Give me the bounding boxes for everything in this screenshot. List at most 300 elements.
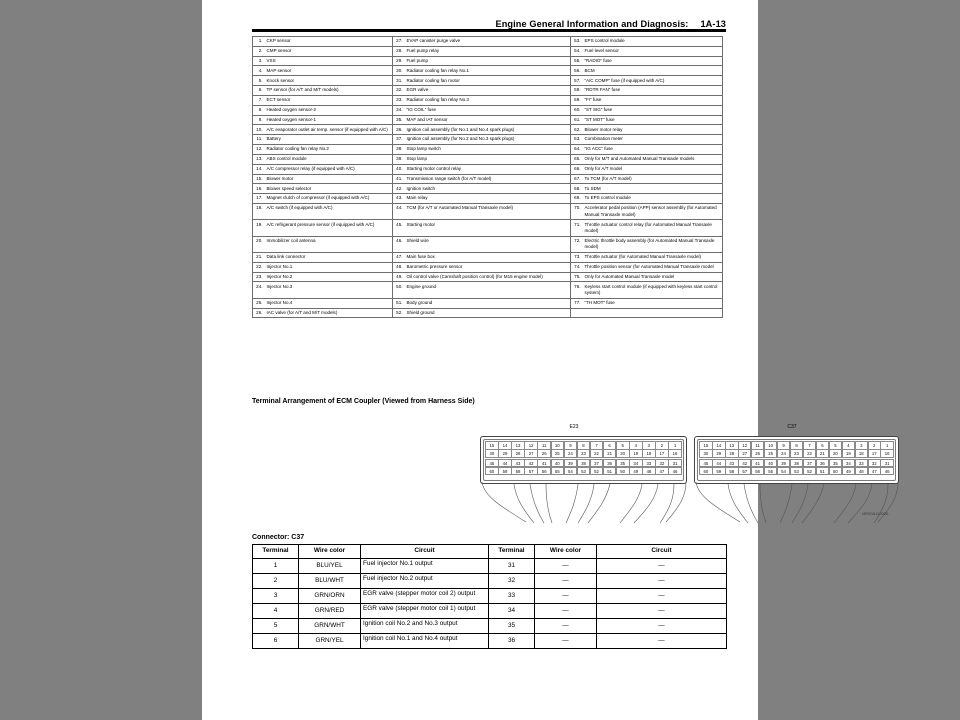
legend-item-number: 39.: [393, 154, 406, 164]
wire-color: —: [535, 604, 597, 619]
connector-pin-cell: 2: [655, 441, 669, 450]
connector-pin-cell: 53: [577, 467, 591, 476]
legend-item-label: MAF and IAT sensor: [406, 115, 571, 125]
legend-item-number: 27.: [393, 37, 406, 47]
terminal-number: 4: [253, 604, 299, 619]
connector-pin-cell: 30: [699, 449, 712, 458]
terminal-number: 31: [489, 559, 535, 574]
connector-body-c37: [694, 436, 899, 484]
legend-row: [253, 236, 723, 252]
legend-item-label: EGR valve: [406, 86, 571, 96]
table-row: [253, 574, 727, 589]
legend-item-label: Blower motor: [266, 174, 393, 184]
connector-pin-cell: 35: [829, 459, 842, 468]
legend-item-number: 7.: [253, 95, 266, 105]
legend-item-number: 28.: [393, 46, 406, 56]
legend-item-number: 41.: [393, 174, 406, 184]
connector-pin-cell: 23: [577, 449, 591, 458]
legend-item-label: Body ground: [406, 298, 571, 308]
legend-item-label: Barometric pressure sensor: [406, 262, 571, 272]
legend-item-number: 10.: [253, 125, 266, 135]
legend-item-label: Stop lamp switch: [406, 145, 571, 155]
connector-pin-cell: 54: [564, 467, 578, 476]
legend-item-label: “RDTR FAN” fuse: [584, 86, 723, 96]
legend-item-number: 75.: [571, 272, 584, 282]
legend-item-number: 66.: [571, 164, 584, 174]
connector-pin-cell: 35: [616, 459, 630, 468]
terminal-number: 3: [253, 589, 299, 604]
legend-item-label: Main fuse box: [406, 252, 571, 262]
legend-item-number: 38.: [393, 145, 406, 155]
legend-item-label: “RADIO” fuse: [584, 56, 723, 66]
connector-pin-cell: 29: [712, 449, 725, 458]
legend-item-label: Engine ground: [406, 282, 571, 298]
legend-item-label: CKP sensor: [266, 37, 393, 47]
connector-table-body: [253, 559, 727, 649]
circuit-description: Fuel injector No.2 output: [361, 574, 489, 589]
wire-color: —: [535, 619, 597, 634]
legend-item-label: Keyless start control module (if equipped with keyless start control system): [584, 282, 723, 298]
legend-row: [253, 125, 723, 135]
connector-pin-cell: 18: [642, 449, 656, 458]
legend-row: [253, 86, 723, 96]
connector-pin-row: [699, 467, 893, 475]
connector-pin-cell: 24: [564, 449, 578, 458]
connector-pin-cell: 44: [498, 459, 512, 468]
legend-item-label: ABS control module: [266, 154, 393, 164]
connector-pin-cell: 40: [764, 459, 777, 468]
legend-item-number: 25.: [253, 298, 266, 308]
legend-item-label: “A/C COMP” fuse (if equipped with A/C): [584, 76, 723, 86]
connector-pin-cell: 9: [564, 441, 578, 450]
wire-color: —: [535, 589, 597, 604]
connector-pin-cell: 54: [777, 467, 790, 476]
terminal-number: 32: [489, 574, 535, 589]
connector-pin-cell: 21: [603, 449, 617, 458]
legend-item-label: To SDM: [584, 184, 723, 194]
connector-pin-cell: 3: [642, 441, 656, 450]
connector-pin-cell: 60: [485, 467, 499, 476]
terminal-number: 36: [489, 634, 535, 649]
connector-pin-cell: 50: [829, 467, 842, 476]
legend-item-number: 68.: [571, 184, 584, 194]
legend-item-number: 19.: [253, 220, 266, 236]
legend-item-label: To EPS control module: [584, 194, 723, 204]
header-row: [253, 545, 727, 559]
legend-item-number: 16.: [253, 184, 266, 194]
legend-item-number: 15.: [253, 174, 266, 184]
connector-pin-cell: 25: [551, 449, 565, 458]
connector-pin-cell: 24: [777, 449, 790, 458]
legend-item-number: 33.: [393, 95, 406, 105]
legend-item-number: 62.: [571, 125, 584, 135]
connector-pin-cell: 9: [777, 441, 790, 450]
legend-row: [253, 154, 723, 164]
legend-item-label: To TCM (for A/T model): [584, 174, 723, 184]
legend-item-label: Shield ground: [406, 308, 571, 318]
legend-item-label: [584, 308, 723, 318]
table-row: [253, 589, 727, 604]
wire-color: —: [535, 559, 597, 574]
legend-item-number: 76.: [571, 282, 584, 298]
legend-item-number: 42.: [393, 184, 406, 194]
legend-item-number: 31.: [393, 76, 406, 86]
connector-pin-cell: 57: [738, 467, 751, 476]
connector-pin-cell: 50: [616, 467, 630, 476]
legend-item-number: 35.: [393, 115, 406, 125]
terminal-number: 34: [489, 604, 535, 619]
legend-item-label: IAC valve (for A/T and M/T models): [266, 308, 393, 318]
legend-item-number: 24.: [253, 282, 266, 298]
component-legend-table: [252, 36, 723, 318]
legend-row: [253, 272, 723, 282]
connector-label-e23: E23: [569, 424, 579, 430]
legend-body: [253, 37, 723, 318]
legend-item-label: Heated oxygen sensor-2: [266, 105, 393, 115]
connector-pin-cell: 17: [868, 449, 881, 458]
legend-item-number: 23.: [253, 272, 266, 282]
legend-item-label: EVAP canister purge valve: [406, 37, 571, 47]
legend-item-label: Electric throttle body assembly (for Automated Manual Transaxle model): [584, 236, 723, 252]
connector-pin-cell: 34: [629, 459, 643, 468]
connector-pin-row: [485, 449, 681, 457]
header-rule: [252, 29, 726, 32]
legend-item-label: Throttle actuator control relay (for Automated Manual Transaxle model): [584, 220, 723, 236]
legend-row: [253, 184, 723, 194]
legend-item-number: 37.: [393, 135, 406, 145]
connector-pin-cell: 12: [524, 441, 538, 450]
legend-item-number: 34.: [393, 105, 406, 115]
terminal-number: 5: [253, 619, 299, 634]
column-header: Circuit: [597, 545, 727, 559]
legend-item-number: 45.: [393, 220, 406, 236]
connector-pin-cell: 10: [551, 441, 565, 450]
legend-item-label: A/C switch (if equipped with A/C): [266, 204, 393, 220]
legend-item-number: 74.: [571, 262, 584, 272]
legend-item-label: Only for M/T and Automated Manual Transaxle models: [584, 154, 723, 164]
legend-item-number: 9.: [253, 115, 266, 125]
connector-pin-cell: 56: [537, 467, 551, 476]
legend-item-number: 11.: [253, 135, 266, 145]
legend-item-number: 26.: [253, 308, 266, 318]
terminal-number: 35: [489, 619, 535, 634]
legend-item-label: CMP sensor: [266, 46, 393, 56]
circuit-description: Ignition coil No.2 and No.3 output: [361, 619, 489, 634]
circuit-description: Ignition coil No.1 and No.4 output: [361, 634, 489, 649]
legend-item-number: [571, 308, 584, 318]
circuit-description: EGR valve (stepper motor coil 2) output: [361, 589, 489, 604]
table-row: [253, 559, 727, 574]
circuit-description: —: [597, 589, 727, 604]
legend-item-label: Radiator cooling fan motor: [406, 76, 571, 86]
legend-item-number: 20.: [253, 236, 266, 252]
legend-row: [253, 308, 723, 318]
connector-pin-cell: 10: [764, 441, 777, 450]
legend-item-number: 67.: [571, 174, 584, 184]
connector-pin-cell: 42: [524, 459, 538, 468]
legend-item-number: 2.: [253, 46, 266, 56]
connector-pin-cell: 39: [777, 459, 790, 468]
connector-pin-cell: 45: [699, 459, 712, 468]
legend-item-label: Ignition coil assembly (for No.2 and No.3 spark plugs): [406, 135, 571, 145]
connector-pin-cell: 38: [790, 459, 803, 468]
connector-pin-cell: 49: [842, 467, 855, 476]
circuit-description: —: [597, 604, 727, 619]
column-header: Wire color: [535, 545, 597, 559]
legend-item-label: Fuel pump: [406, 56, 571, 66]
legend-item-label: A/C evaporator outlet air temp. sensor (if equipped with A/C): [266, 125, 393, 135]
terminal-arrangement-title: Terminal Arrangement of ECM Coupler (Viewed from Harness Side): [252, 398, 475, 405]
connector-pin-cell: 48: [855, 467, 868, 476]
legend-item-number: 3.: [253, 56, 266, 66]
connector-pin-cell: 7: [803, 441, 816, 450]
legend-item-number: 70.: [571, 204, 584, 220]
connector-pin-cell: 11: [537, 441, 551, 450]
legend-item-number: 55.: [571, 56, 584, 66]
legend-item-number: 43.: [393, 194, 406, 204]
legend-item-label: “IG ACC” fuse: [584, 145, 723, 155]
connector-pin-cell: 47: [655, 467, 669, 476]
legend-row: [253, 105, 723, 115]
legend-item-label: Injector No.2: [266, 272, 393, 282]
connector-pin-cell: 6: [603, 441, 617, 450]
connector-body-e23: [480, 436, 687, 484]
ecm-coupler-diagram: [474, 424, 904, 530]
connector-pin-cell: 3: [855, 441, 868, 450]
legend-item-label: Accelerator pedal position (APP) sensor assembly (for Automated Manual Transaxle model): [584, 204, 723, 220]
connector-pin-cell: 43: [511, 459, 525, 468]
page-header-title: Engine General Information and Diagnosis:: [495, 19, 689, 29]
legend-item-number: 54.: [571, 46, 584, 56]
legend-item-label: Blower motor relay: [584, 125, 723, 135]
connector-pin-cell: 43: [725, 459, 738, 468]
connector-pin-cell: 45: [485, 459, 499, 468]
connector-pin-cell: 48: [642, 467, 656, 476]
connector-pin-cell: 27: [738, 449, 751, 458]
legend-item-number: 64.: [571, 145, 584, 155]
connector-pin-cell: 5: [829, 441, 842, 450]
connector-pin-cell: 20: [616, 449, 630, 458]
legend-item-label: Only for A/T model: [584, 164, 723, 174]
legend-item-label: Only for Automated Manual Transaxle model: [584, 272, 723, 282]
terminal-number: 33: [489, 589, 535, 604]
circuit-description: —: [597, 619, 727, 634]
connector-pin-cell: 16: [668, 449, 682, 458]
page-number: 1A-13: [700, 19, 726, 29]
legend-row: [253, 46, 723, 56]
table-row: [253, 634, 727, 649]
circuit-description: EGR valve (stepper motor coil 1) output: [361, 604, 489, 619]
legend-row: [253, 135, 723, 145]
legend-item-label: “TH MOT” fuse: [584, 298, 723, 308]
legend-item-number: 72.: [571, 236, 584, 252]
legend-item-label: Starting motor control relay: [406, 164, 571, 174]
connector-pin-cell: 30: [485, 449, 499, 458]
connector-pin-cell: 55: [551, 467, 565, 476]
legend-item-number: 36.: [393, 125, 406, 135]
legend-item-number: 73.: [571, 252, 584, 262]
connector-table-head: [253, 545, 727, 559]
connector-pin-cell: 2: [868, 441, 881, 450]
connector-pin-cell: 6: [816, 441, 829, 450]
legend-item-number: 30.: [393, 66, 406, 76]
connector-pin-cell: 58: [511, 467, 525, 476]
connector-pin-cell: 37: [803, 459, 816, 468]
legend-row: [253, 76, 723, 86]
connector-pin-cell: 55: [764, 467, 777, 476]
connector-pin-cell: 19: [629, 449, 643, 458]
connector-grid-lower-c37: [699, 459, 893, 475]
legend-item-label: Injector No.4: [266, 298, 393, 308]
legend-item-label: Throttle actuator (for Automated Manual Transaxle model): [584, 252, 723, 262]
connector-pin-cell: 27: [524, 449, 538, 458]
connector-pin-cell: 29: [498, 449, 512, 458]
legend-item-number: 4.: [253, 66, 266, 76]
connector-pin-cell: 36: [603, 459, 617, 468]
terminal-number: 6: [253, 634, 299, 649]
legend-item-label: Transmission range switch (for A/T model): [406, 174, 571, 184]
legend-item-label: BCM: [584, 66, 723, 76]
connector-pin-cell: 12: [738, 441, 751, 450]
legend-row: [253, 252, 723, 262]
wire-color: GRN/ORN: [299, 589, 361, 604]
legend-item-number: 5.: [253, 76, 266, 86]
legend-row: [253, 204, 723, 220]
legend-item-label: Stop lamp: [406, 154, 571, 164]
connector-pin-cell: 52: [803, 467, 816, 476]
connector-pin-cell: 33: [642, 459, 656, 468]
column-header: Terminal: [253, 545, 299, 559]
legend-row: [253, 298, 723, 308]
legend-row: [253, 115, 723, 125]
connector-pin-cell: 8: [577, 441, 591, 450]
connector-pin-cell: 19: [842, 449, 855, 458]
connector-pin-cell: 51: [816, 467, 829, 476]
wire-color: —: [535, 574, 597, 589]
connector-pin-cell: 32: [868, 459, 881, 468]
connector-pin-cell: 42: [738, 459, 751, 468]
legend-item-number: 65.: [571, 154, 584, 164]
wire-color: GRN/RED: [299, 604, 361, 619]
legend-item-number: 77.: [571, 298, 584, 308]
legend-item-label: Ignition coil assembly (for No.1 and No.4 spark plugs): [406, 125, 571, 135]
document-page: [202, 0, 890, 720]
legend-item-label: Data link connector: [266, 252, 393, 262]
legend-item-label: TCM (for A/T or Automated Manual Transaxle model): [406, 204, 571, 220]
table-row: [253, 604, 727, 619]
legend-item-number: 58.: [571, 86, 584, 96]
legend-item-number: 60.: [571, 105, 584, 115]
legend-item-label: “FI” fuse: [584, 95, 723, 105]
figure-part-number: I4RS0A110008-: [862, 512, 890, 516]
legend-item-label: MAP sensor: [266, 66, 393, 76]
connector-pin-row: [699, 449, 893, 457]
connector-pin-cell: 1: [880, 441, 893, 450]
legend-item-number: 29.: [393, 56, 406, 66]
legend-item-number: 13.: [253, 154, 266, 164]
connector-pin-cell: 28: [725, 449, 738, 458]
legend-row: [253, 282, 723, 298]
legend-item-label: TP sensor (for A/T and M/T models): [266, 86, 393, 96]
connector-pin-cell: 22: [803, 449, 816, 458]
connector-pin-cell: 44: [712, 459, 725, 468]
legend-item-label: Immobilizer coil antenna: [266, 236, 393, 252]
legend-item-label: VSS: [266, 56, 393, 66]
legend-item-number: 12.: [253, 145, 266, 155]
terminal-number: 2: [253, 574, 299, 589]
connector-c37-table: [252, 544, 727, 649]
legend-item-number: 22.: [253, 262, 266, 272]
connector-pin-cell: 23: [790, 449, 803, 458]
connector-pin-cell: 18: [855, 449, 868, 458]
legend-item-number: 50.: [393, 282, 406, 298]
legend-item-label: Fuel level sensor: [584, 46, 723, 56]
legend-item-number: 52.: [393, 308, 406, 318]
legend-item-number: 14.: [253, 164, 266, 174]
legend-row: [253, 220, 723, 236]
legend-row: [253, 66, 723, 76]
column-header: Wire color: [299, 545, 361, 559]
connector-pin-cell: 59: [712, 467, 725, 476]
legend-item-number: 32.: [393, 86, 406, 96]
legend-row: [253, 37, 723, 47]
table-row: [253, 619, 727, 634]
legend-row: [253, 95, 723, 105]
legend-item-number: 63.: [571, 135, 584, 145]
connector-pin-cell: 36: [816, 459, 829, 468]
legend-row: [253, 56, 723, 66]
legend-item-label: “ST SIG” fuse: [584, 105, 723, 115]
column-header: Terminal: [489, 545, 535, 559]
connector-pin-cell: 7: [590, 441, 604, 450]
circuit-description: —: [597, 574, 727, 589]
connector-pin-cell: 59: [498, 467, 512, 476]
connector-pin-cell: 13: [725, 441, 738, 450]
legend-item-number: 21.: [253, 252, 266, 262]
legend-item-number: 69.: [571, 194, 584, 204]
connector-pin-row: [485, 467, 681, 475]
connector-pin-cell: 8: [790, 441, 803, 450]
legend-item-label: Knock sensor: [266, 76, 393, 86]
legend-item-number: 44.: [393, 204, 406, 220]
legend-item-number: 40.: [393, 164, 406, 174]
connector-pin-cell: 16: [880, 449, 893, 458]
legend-item-number: 59.: [571, 95, 584, 105]
connector-pin-cell: 31: [668, 459, 682, 468]
connector-pin-cell: 22: [590, 449, 604, 458]
legend-item-label: Injector No.1: [266, 262, 393, 272]
connector-pin-cell: 41: [537, 459, 551, 468]
connector-pin-cell: 37: [590, 459, 604, 468]
legend-item-number: 6.: [253, 86, 266, 96]
legend-row: [253, 194, 723, 204]
legend-item-label: Throttle position sensor (for Automated Manual Transaxle model: [584, 262, 723, 272]
connector-pin-cell: 20: [829, 449, 842, 458]
legend-item-label: A/C compressor relay (if equipped with A/C): [266, 164, 393, 174]
legend-item-number: 18.: [253, 204, 266, 220]
legend-item-label: Oil control valve (Camshaft position control) (for M15 engine model): [406, 272, 571, 282]
legend-item-label: Combination meter: [584, 135, 723, 145]
legend-item-number: 49.: [393, 272, 406, 282]
wire-color: —: [535, 634, 597, 649]
connector-pin-cell: 47: [868, 467, 881, 476]
legend-item-number: 51.: [393, 298, 406, 308]
connector-pin-cell: 11: [751, 441, 764, 450]
connector-pin-cell: 4: [629, 441, 643, 450]
circuit-description: —: [597, 634, 727, 649]
connector-pin-cell: 26: [537, 449, 551, 458]
legend-item-number: 61.: [571, 115, 584, 125]
